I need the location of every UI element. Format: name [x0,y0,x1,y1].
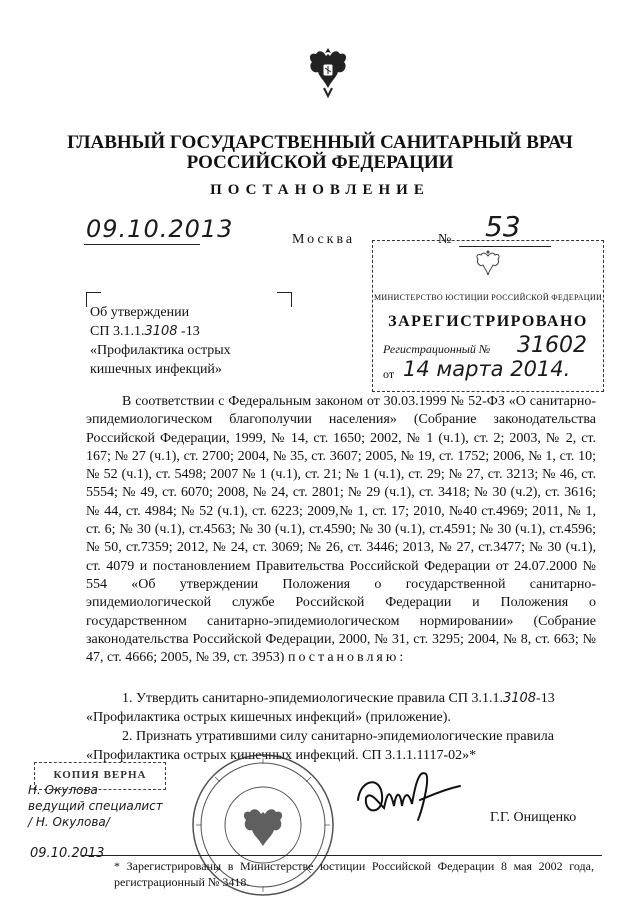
authority-title-line1: ГЛАВНЫЙ ГОСУДАРСТВЕННЫЙ САНИТАРНЫЙ ВРАЧ [67,132,573,153]
handwritten-date: 09.10.2013 [86,215,234,243]
item-2-line1: 2. Признать утратившими силу санитарно-эпидемиологические правила [122,729,554,744]
footnote-separator [82,855,602,856]
cert-line3: / Н. Окулова/ [28,815,110,829]
stamp-registered: ЗАРЕГИСТРИРОВАНО [388,313,588,330]
registration-stamp [372,240,604,392]
subject-line4: кишечных инфекций» [90,362,222,377]
item-1 [86,690,596,727]
item-2-line2: «Профилактика острых кишечных инфекций. СП 3.1.1.1117-02»* [86,747,477,763]
decree-word: постановляю: [287,650,407,666]
preamble-paragraph [86,393,596,667]
handwritten-number: 53 [485,210,521,243]
item-1-hand: 3108 [502,691,537,706]
subject-bracket-right [277,292,292,307]
cert-line2: ведущий специалист [28,799,163,813]
subject-line2 [90,322,231,341]
number-label: № [438,232,452,247]
subject-line2-hand: 3108 [144,324,178,339]
item-2 [86,728,596,765]
item-1-line2: «Профилактика острых кишечных инфекций» (приложение). [86,709,451,725]
subject-line2-prefix: СП 3.1.1. [90,324,145,339]
stamp-reg-number-label: Регистрационный № [383,342,491,356]
copy-certified-stamp: КОПИЯ ВЕРНА [34,762,166,790]
stamp-ministry: МИНИСТЕРСТВО ЮСТИЦИИ РОССИЙСКОЙ ФЕДЕРАЦИИ [373,293,603,302]
signatory-name: Г.Г. Онищенко [490,810,577,825]
subject-block [90,303,231,379]
coat-of-arms-icon [306,44,350,100]
item-1-line1 [86,690,596,709]
handwritten-signature-icon [350,760,470,830]
city-label: Москва [292,232,356,247]
date-underline [84,244,200,245]
preamble-text: В соответствии с Федеральным законом от 30.03.1999 № 52-ФЗ «О санитарно-эпидемиологическом благополучии населения» (Собрание законодательства Российской Федерации, 1999, № 14, ст. 1650; 2002, № 1 (ч.1), ст. 2; 2003, № 2, ст. 167; № 27 (ч.1), ст. 2700; 2004, № 35, ст. 3607; 2005, № 19, ст. 1752; 2006, № 1, ст. 10; № 52 (ч.1), ст. 5498; 2007 № 1 (ч.1), ст. 21; № 1 (ч.1), ст. 29; № 27, ст. 3213; № 46, ст. 5554; № 49, ст. 6070; 2008, № 24, ст. 2801; № 29 (ч.1), ст. 3418; № 30 (ч.2), ст. 3616; № 44, ст. 4984; № 52 (ч.1), ст. 6223; 2009,№ 1, ст. 17; 2010, №40 ст.4969; 2011, № 1, ст. 6; № 30 (ч.1), ст.4563; № 30 (ч.1), ст.4590; № 30 (ч.1), ст.4591; № 30 (ч.1), ст.4596; № 50, ст.7359; 2012, № 24, ст. 3069; № 26, ст. 3446; 2013, № 27, ст.3477; № 30 (ч.1), ст. 4079 и постановлением Правительства Российской Федерации от 24.07.2000 № 554 «Об утверждении Положения о государственной санитарно-эпидемиологической службе Российской Федерации и Положения о государственном санитарно-эпидемиологическом нормировании» (Собрание законодательства Российской Федерации, 2000, № 31, ст. 3295; 2004, № 8, ст. 663; № 47, ст. 4666; 2005, № 39, ст. 3953) [86,394,596,666]
footnote: * Зарегистрированы в Министерстве юстиции Российской Федерации 8 мая 2002 года, регистрационный № 3418. [114,859,594,889]
stamp-reg-number: 31602 [517,333,587,358]
cert-line1: Н. Окулова [28,783,98,797]
item-1-prefix: 1. Утвердить санитарно-эпидемиологические правила СП 3.1.1. [122,691,503,706]
handwritten-certification [28,782,163,830]
item-1-suffix: -13 [536,691,555,706]
stamp-from-label: от [383,367,395,381]
handwritten-cert-date: 09.10.2013 [30,846,105,861]
stamp-emblem-icon [474,249,502,281]
stamp-from-date: 14 марта 2014. [403,357,571,381]
subject-line2-suffix: -13 [177,324,200,339]
subject-line1: Об утверждении [90,305,190,320]
authority-title-line2: РОССИЙСКОЙ ФЕДЕРАЦИИ [186,152,454,173]
subject-line3: «Профилактика острых [90,343,231,358]
document-type: ПОСТАНОВЛЕНИЕ [210,182,430,198]
